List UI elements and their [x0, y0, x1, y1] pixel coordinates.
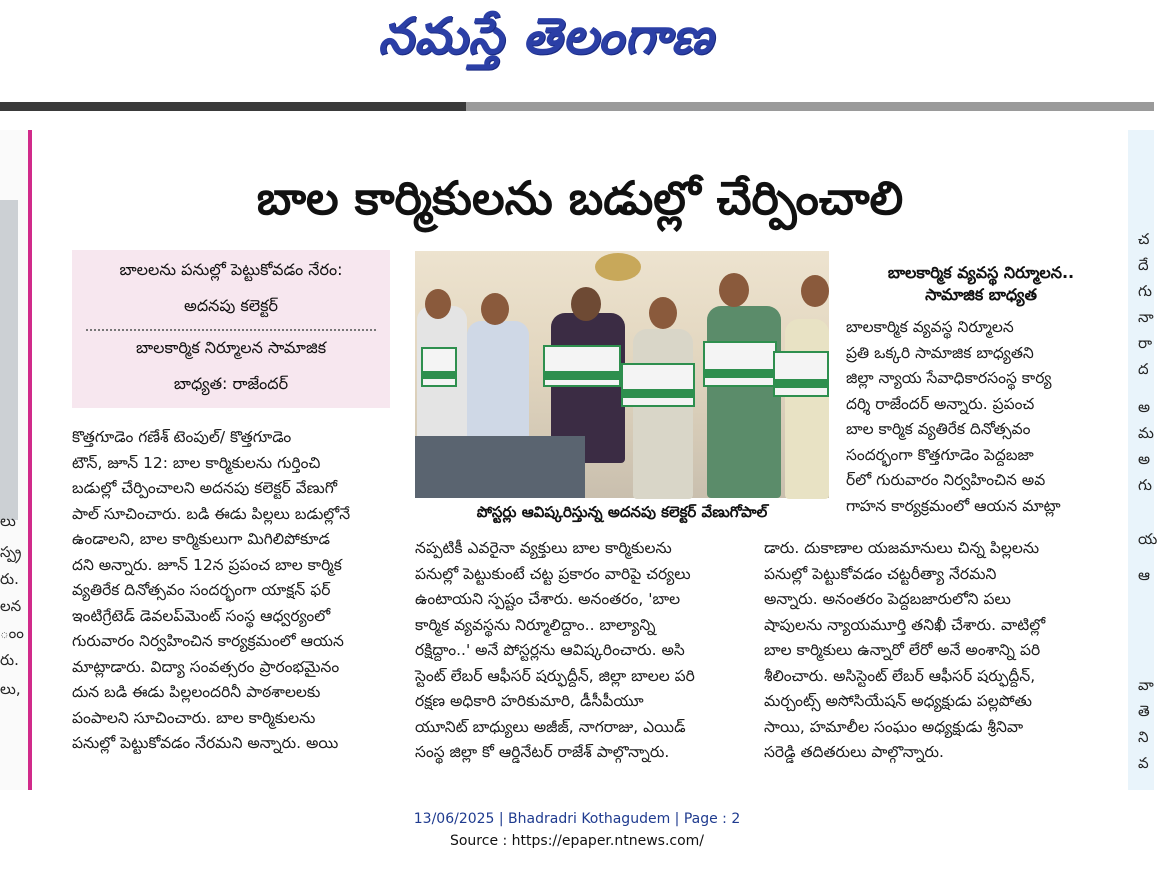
- person-figure: [707, 306, 781, 498]
- body-line: ఉంటాయని స్పష్టం చేశారు. అనంతరం, 'బాల: [415, 590, 681, 608]
- footer-source-line: Source : https://epaper.ntnews.com/: [449, 833, 705, 849]
- body-line: బాల కార్మిక వ్యతిరేక దినోత్సవం: [846, 420, 1031, 438]
- poster: [773, 351, 829, 397]
- body-line: రక్షిద్దాం..' అనే పోస్టర్లను ఆవిష్కరించారు. అసి: [415, 641, 685, 659]
- right-fragment: రా: [1138, 334, 1153, 352]
- body-line: కార్మిక వ్యవస్థను నిర్మూలిద్దాం.. బాల్యాన్ని: [415, 615, 656, 634]
- person-head: [481, 293, 509, 325]
- body-line: శీలించారు. అసిస్టెంట్ లేబర్ ఆఫీసర్ షర్ఫుద్దీన్,: [764, 666, 1036, 685]
- deck-line-2: అదనపు కలెక్టర్: [184, 296, 278, 315]
- right-subheading-line-1: బాలకార్మిక వ్యవస్థ నిర్మూలన..: [887, 263, 1075, 282]
- body-line: దని అన్నారు. జూన్ 12న ప్రపంచ బాల కార్మిక: [72, 555, 342, 574]
- body-column-3-bottom: [764, 536, 1116, 766]
- right-fragment: గు: [1138, 282, 1152, 300]
- body-line: దున బడి ఈడు పిల్లలందరినీ పాఠశాలలకు: [72, 683, 321, 701]
- right-fragment: ద: [1138, 360, 1149, 378]
- body-line: ఇంటిగ్రేటెడ్ డెవలప్‌మెంట్ సంస్థ ఆధ్వర్యంలో: [72, 606, 331, 625]
- right-fragment: ఆ: [1138, 566, 1150, 584]
- article-deck: [72, 250, 390, 408]
- person-head: [649, 297, 677, 329]
- right-neighbour-article: [1128, 130, 1157, 790]
- body-line: నప్పటికీ ఎవరైనా వ్యక్తులు బాల కార్మికులను: [415, 539, 672, 557]
- body-line: అన్నారు. అనంతరం పెద్దబజారులోని పలు: [764, 590, 1011, 608]
- masthead-rule-grey: [466, 102, 1154, 111]
- right-fragment: మ: [1138, 424, 1154, 442]
- body-line: జిల్లా న్యాయ సేవాధికారసంస్థ కార్య: [846, 369, 1052, 387]
- body-line: పనుల్లో పెట్టుకుంటే చట్ట ప్రకారం వారిపై చర్యలు: [415, 564, 691, 583]
- deck-line-1: బాలలను పనుల్లో పెట్టుకోవడం నేరం:: [119, 260, 343, 279]
- person-head: [801, 275, 829, 307]
- body-column-3-top: [846, 315, 1116, 519]
- article-photo: [415, 251, 829, 498]
- right-fragment: వా: [1138, 676, 1154, 694]
- left-fragment: లు: [0, 512, 16, 530]
- right-fragment: ని: [1138, 728, 1149, 746]
- body-line: బాల కార్మికులు ఉన్నారో లేరో అనే అంశాన్ని పరి: [764, 641, 1041, 659]
- body-line: గురువారం నిర్వహించిన కార్యక్రమంలో ఆయన: [72, 632, 344, 650]
- body-line: సందర్భంగా కొత్తగూడెం పెద్దబజా: [846, 445, 1034, 464]
- left-fragment: రు.: [0, 570, 19, 588]
- body-line: బడుల్లో చేర్పించాలని అదనపు కలెక్టర్ వేణుగో: [72, 479, 338, 497]
- poster: [421, 347, 457, 387]
- body-line: సాయి, హమాలీల సంఘం అధ్యక్షుడు శ్రీనివా: [764, 717, 1024, 736]
- right-fragment: వ: [1138, 754, 1149, 772]
- body-line: కొత్తగూడెం గణేశ్ టెంపుల్/ కొత్తగూడెం: [72, 428, 292, 446]
- body-line: ప్రతి ఒక్కరి సామాజిక బాధ్యతని: [846, 343, 1034, 362]
- body-line: బాలకార్మిక వ్యవస్థ నిర్మూలన: [846, 318, 1014, 336]
- desk: [415, 436, 585, 498]
- body-column-1: [72, 425, 390, 757]
- emblem-on-wall: [595, 253, 641, 281]
- left-neighbour-photo: [0, 200, 18, 520]
- right-fragment: నా: [1138, 308, 1154, 326]
- left-fragment: ంం: [0, 624, 24, 642]
- person-head: [719, 273, 749, 307]
- page-footer: [0, 808, 1154, 852]
- right-subheading: [846, 262, 1116, 306]
- person-figure: [785, 319, 829, 499]
- person-head: [571, 287, 601, 321]
- body-line: యూనిట్ బాధ్యులు అజీజ్, నాగరాజు, ఎయిడ్: [415, 717, 686, 736]
- left-fragment: లన: [0, 597, 22, 615]
- body-line: షాపులను న్యాయమూర్తి తనిఖీ చేశారు. వాటిల్లో: [764, 615, 1046, 634]
- person-head: [425, 289, 451, 319]
- left-fragment: స్ప్ర: [0, 543, 22, 561]
- body-line: టౌన్, జూన్ 12: బాల కార్మికులను గుర్తించి: [72, 453, 321, 472]
- body-line: ర్‌లో గురువారం నిర్వహించిన అవ: [846, 471, 1046, 489]
- body-line: స్టెంట్ లేబర్ ఆఫీసర్ షర్ఫుద్దీన్, జిల్లా బాలల పరి: [415, 666, 695, 685]
- deck-line-3: బాలకార్మిక నిర్మూలన సామాజిక: [135, 338, 327, 357]
- body-line: వ్యతిరేక దినోత్సవం సందర్భంగా యాక్షన్ ఫర్: [72, 581, 331, 599]
- poster: [703, 341, 777, 387]
- body-line: మాట్లాడారు. విద్యా సంవత్సరం ప్రారంభమైనం: [72, 657, 340, 676]
- right-subheading-line-2: సామాజిక బాధ్యత: [925, 285, 1037, 304]
- newspaper-logo: నమస్తే తెలంగాణ: [378, 7, 714, 65]
- masthead-rule-dark: [0, 102, 466, 111]
- poster: [621, 363, 695, 407]
- body-line: రక్షణ అధికారి హరికుమారి, డీసీపీయూ: [415, 692, 644, 710]
- body-line: పాల్ సూచించారు. బడి ఈడు పిల్లలు బడుల్లోనే: [72, 504, 351, 523]
- article-border-bar: [28, 130, 32, 790]
- deck-line-4: బాధ్యత: రాజేందర్: [173, 374, 289, 393]
- body-line: పంపాలని సూచించారు. బాల కార్మికులను: [72, 708, 316, 727]
- body-line: సంస్థ జిల్లా కో ఆర్డినేటర్ రాజేశ్ పాల్గొన్నారు.: [415, 743, 670, 761]
- footer-date-line: 13/06/2025 | Bhadradri Kothagudem | Page : 2: [413, 811, 741, 827]
- right-fragment: అ: [1138, 398, 1151, 416]
- right-fragment: చ: [1138, 230, 1150, 248]
- masthead: [0, 0, 1154, 95]
- article-headline: బాల కార్మికులను బడుల్లో చేర్పించాలి: [256, 171, 904, 225]
- right-fragment: య: [1138, 530, 1157, 548]
- body-line: పనుల్లో పెట్టుకోవడం చట్టరీత్యా నేరమని: [764, 564, 997, 583]
- right-fragment: అ: [1138, 450, 1151, 468]
- left-fragment: లు,: [0, 680, 21, 698]
- right-fragment: గు: [1138, 476, 1152, 494]
- photo-caption: పోస్టర్లు ఆవిష్కరిస్తున్న అదనపు కలెక్టర్ వేణుగోపాల్: [476, 503, 768, 521]
- left-neighbour-article: [0, 130, 30, 790]
- body-line: మర్చంట్స్ అసోసియేషన్ అధ్యక్షుడు పల్లపోతు: [764, 692, 1032, 710]
- body-line: సరెడ్డి తదితరులు పాల్గొన్నారు.: [764, 743, 944, 761]
- body-line: ఉండాలని, బాల కార్మికులుగా మిగిలిపోకూడ: [72, 530, 330, 548]
- body-line: దర్శి రాజేందర్ అన్నారు. ప్రపంచ: [846, 394, 1035, 413]
- body-line: డారు. దుకాణాల యజమానులు చిన్న పిల్లలను: [764, 539, 1040, 557]
- left-fragment: రు.: [0, 651, 19, 669]
- body-line: గాహన కార్యక్రమంలో ఆయన మాట్లా: [846, 496, 1061, 515]
- body-column-2: [415, 536, 745, 766]
- poster: [543, 345, 621, 387]
- deck-divider: [86, 329, 376, 331]
- person-figure: [633, 329, 693, 499]
- right-fragment: తె: [1138, 702, 1150, 720]
- body-line: పనుల్లో పెట్టుకోవడం నేరమని అన్నారు. అయి: [72, 734, 339, 752]
- right-fragment: దే: [1138, 256, 1149, 274]
